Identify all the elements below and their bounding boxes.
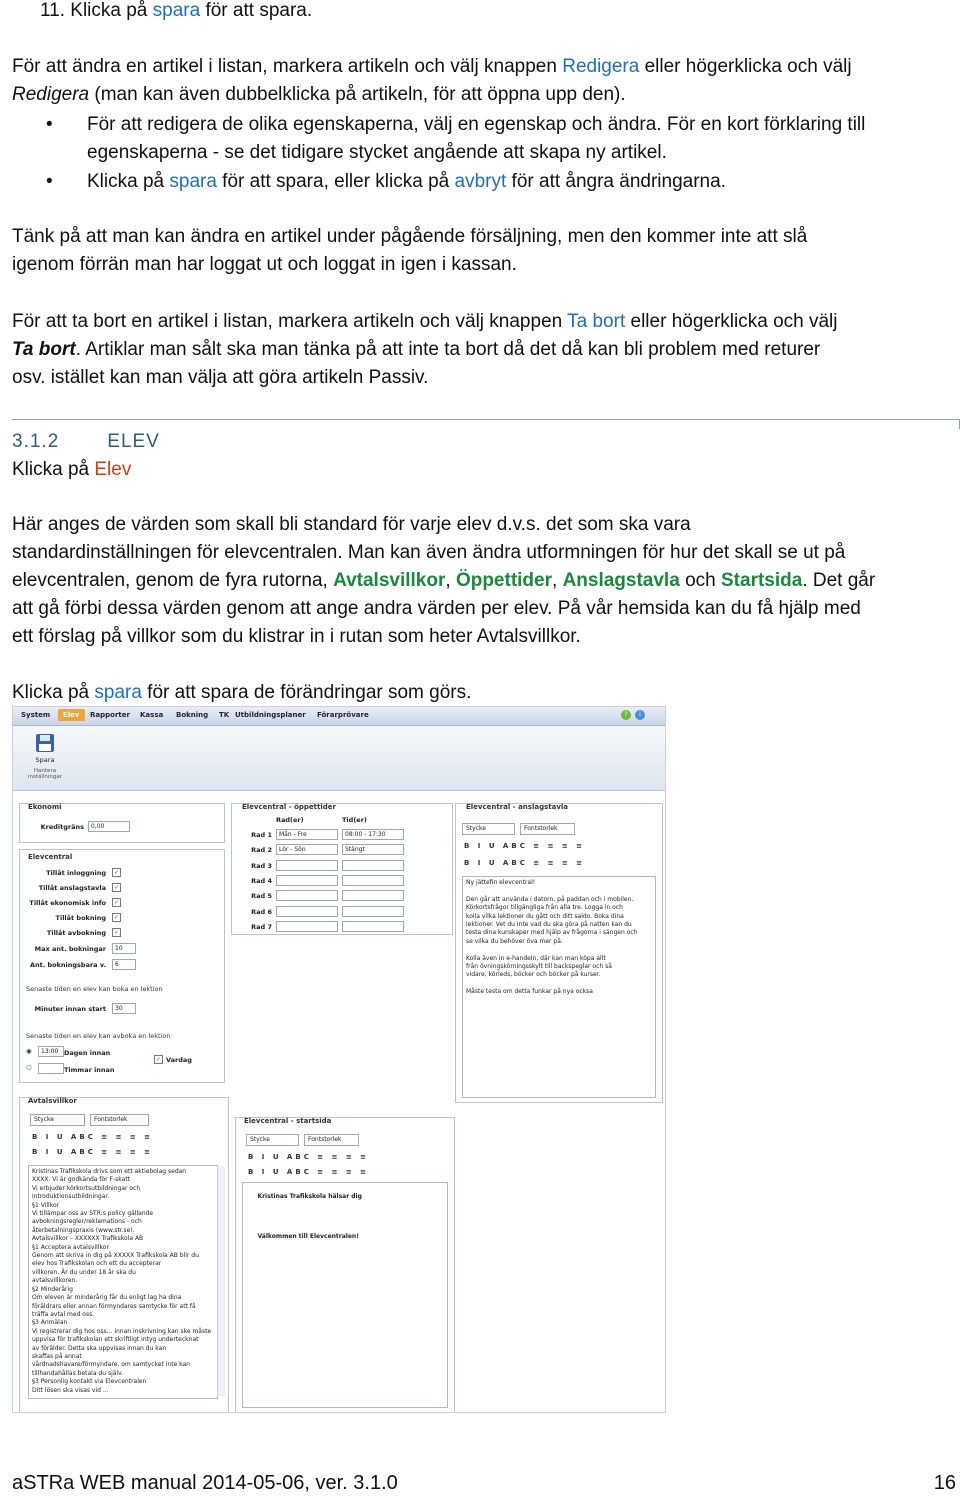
ant-bokningsbara-label: Ant. bokningsbara v. xyxy=(29,961,106,969)
menu-bokning[interactable]: Bokning xyxy=(176,711,209,719)
spara-link-2[interactable]: spara xyxy=(169,171,217,192)
oppettider-row-label: Rad 7 xyxy=(251,922,272,931)
think-paragraph: Tänk på att man kan ändra en artikel under pågående försäljning, men den kommer inte att slå igenom förrän man har loggat ut och loggat in igen i kassan. xyxy=(12,226,808,275)
minuter-label: Minuter innan start xyxy=(34,1005,106,1013)
menu-system[interactable]: System xyxy=(21,711,51,719)
oppettider-day-input[interactable] xyxy=(276,875,338,886)
avtal-fontsize-select[interactable]: Fontstorlek xyxy=(90,1114,149,1126)
checkbox-bokning[interactable]: ✓ xyxy=(113,914,120,921)
page-footer xyxy=(12,1472,956,1495)
menu-forarprovare[interactable]: Förarprövare xyxy=(317,711,369,719)
format-toolbar-row2[interactable]: B I U ABC ≡ ≡ ≡ ≡ xyxy=(464,859,586,867)
oppettider-day-input[interactable] xyxy=(276,860,338,871)
oppettider-time-input[interactable]: Stängt xyxy=(342,844,404,855)
startsida-title: Elevcentral - startsida xyxy=(244,1117,332,1125)
delete-paragraph: För att ta bort en artikel i listan, markera artikeln och välj knappen Ta bort eller högerklicka och välj Ta bort. Artiklar man sålt ska man tänka på att inte ta bort då det då kan bli problem med returer osv. istället kan man välja att göra artikeln Passiv. xyxy=(12,311,838,388)
bullet-save-or-cancel: • Klicka på spara för att spara, eller klicka på avbryt för att ångra ändringarna. xyxy=(46,168,936,196)
oppettider-title: Elevcentral - öppettider xyxy=(242,803,336,811)
checkbox-inloggning[interactable]: ✓ xyxy=(113,869,120,876)
step-11: 11. Klicka på spara för att spara. xyxy=(40,0,313,21)
timmar-input[interactable] xyxy=(38,1063,64,1074)
minuter-input[interactable]: 30 xyxy=(112,1003,136,1014)
col-tid: Tid(er) xyxy=(342,816,367,824)
elevcentral-title: Elevcentral xyxy=(28,853,73,861)
startsida-welcome: Välkommen till Elevcentralen! xyxy=(257,1232,359,1240)
save-paragraph: Klicka på spara för att spara de förändringar som görs. xyxy=(12,682,472,703)
menu-rapporter[interactable]: Rapporter xyxy=(90,711,130,719)
menu-bar xyxy=(13,707,665,726)
menu-tk[interactable]: TK xyxy=(219,711,230,719)
checkbox-vardag[interactable]: ✓ xyxy=(155,1056,162,1063)
check-label-anslagstavla: Tillåt anslagstavla xyxy=(38,884,106,892)
senaste-bok-text: Senaste tiden en elev kan boka en lektion xyxy=(26,985,163,993)
spara-link-3[interactable]: spara xyxy=(94,682,142,703)
kreditgrans-label: Kreditgräns xyxy=(40,823,84,831)
oppettider-row-label: Rad 2 xyxy=(251,846,272,855)
start-format-toolbar[interactable]: B I U ABC ≡ ≡ ≡ ≡ xyxy=(248,1153,370,1161)
avtal-format-toolbar-row2[interactable]: B I U ABC ≡ ≡ ≡ ≡ xyxy=(32,1148,154,1156)
avtalsvillkor-panel xyxy=(19,1097,229,1413)
checkbox-avbokning[interactable]: ✓ xyxy=(113,929,120,936)
checkbox-ekonomisk-info[interactable]: ✓ xyxy=(113,899,120,906)
anslagstavla-title: Elevcentral - anslagstavla xyxy=(466,803,569,811)
elev-link[interactable]: Elev xyxy=(94,459,132,480)
oppettider-row-label: Rad 6 xyxy=(251,907,272,916)
startsida-link[interactable]: Startsida xyxy=(721,570,803,591)
radio-dagen-innan[interactable]: ◉ xyxy=(26,1047,32,1055)
oppettider-row-label: Rad 1 xyxy=(251,831,272,839)
avtalsvillkor-link[interactable]: Avtalsvillkor xyxy=(333,570,446,591)
avbryt-link[interactable]: avbryt xyxy=(454,171,507,192)
max-bokningar-input[interactable]: 10 xyxy=(112,943,136,954)
col-rad: Rad(er) xyxy=(276,816,304,824)
elevcentral-panel xyxy=(19,849,225,1083)
menu-utbildningsplaner[interactable]: Utbildningsplaner xyxy=(235,711,306,719)
oppettider-link[interactable]: Öppettider xyxy=(455,570,552,591)
dagen-innan-label: Dagen innan xyxy=(64,1049,111,1057)
radio-timmar-innan[interactable]: ○ xyxy=(26,1063,32,1071)
oppettider-time-input[interactable] xyxy=(342,890,404,901)
user-badge-icon[interactable]: i xyxy=(635,710,645,720)
oppettider-time-input[interactable] xyxy=(342,921,404,932)
avtal-style-select[interactable]: Stycke xyxy=(30,1114,85,1126)
page-number: 16 xyxy=(933,1472,956,1494)
ekonomi-panel xyxy=(19,803,225,843)
avtal-scrollbar[interactable] xyxy=(217,1166,225,1396)
oppettider-row-label: Rad 3 xyxy=(251,861,272,870)
spara-link[interactable]: spara xyxy=(152,0,201,21)
section-rule xyxy=(12,419,960,420)
ant-bokningsbara-input[interactable]: 6 xyxy=(112,959,136,970)
start-style-select[interactable]: Stycke xyxy=(246,1134,299,1146)
edit-paragraph: För att ändra en artikel i listan, markera artikeln och välj knappen Redigera eller högerklicka och välj Redigera (man kan även dubbelklicka på artikeln, för att öppna upp den). xyxy=(12,56,852,105)
ribbon xyxy=(13,726,665,791)
check-label-ekonomisk-info: Tillåt ekonomisk info xyxy=(29,899,106,907)
menu-kassa[interactable]: Kassa xyxy=(140,711,164,719)
spara-button[interactable]: Spara Hantera inställningar xyxy=(27,732,63,780)
oppettider-day-input[interactable]: Lör - Sön xyxy=(276,844,338,855)
oppettider-panel xyxy=(231,803,453,935)
ekonomi-title: Ekonomi xyxy=(28,803,62,811)
app-screenshot xyxy=(12,706,666,1413)
help-badge-icon[interactable]: ? xyxy=(621,710,631,720)
oppettider-day-input[interactable] xyxy=(276,906,338,917)
start-fontsize-select[interactable]: Fontstorlek xyxy=(304,1134,359,1146)
checkbox-anslagstavla[interactable]: ✓ xyxy=(113,884,120,891)
senaste-avbok-text: Senaste tiden en elev kan avboka en lektion xyxy=(26,1032,171,1040)
style-select[interactable]: Stycke xyxy=(462,823,515,835)
startsida-editor[interactable] xyxy=(242,1182,448,1408)
click-elev: Klicka på Elev xyxy=(12,459,132,480)
oppettider-day-input[interactable]: Mån - Fre xyxy=(276,829,338,840)
check-label-avbokning: Tillåt avbokning xyxy=(46,929,106,937)
footer-title: aSTRa WEB manual 2014-05-06, ver. 3.1.0 xyxy=(12,1472,398,1494)
fontsize-select[interactable]: Fontstorlek xyxy=(520,823,575,835)
timmar-innan-label: Timmar innan xyxy=(64,1066,115,1074)
oppettider-time-input[interactable] xyxy=(342,875,404,886)
anslagstavla-editor[interactable]: Ny jättefin elevcentral! Den går att använda i datorn, på paddan och i mobilen. Körkortsfrågor tillgängliga från alla tre. Logga in och kolla vilka lektioner du gått och ditt saldo. Boka dina lektioner. Vet du inte vad du ska göra på natten kan du testa dina kunskaper med hjälp av frågorna i sängen och se vilka du behöver öva mer på. Kolla även in e-handeln, där kan man köpa allt från övningskörningsskylt till backspeglar och så vidare, körleds, böcker och böcker på kurser. Måste testa om detta funkar på nya ocksa xyxy=(462,876,656,1098)
redigera-link[interactable]: Redigera xyxy=(562,56,640,77)
elev-paragraph: Här anges de värden som skall bli standard för varje elev d.v.s. det som ska vara standardinställningen för elevcentralen. Man kan även ändra utformningen för hur det skall se ut på elevcentralen, genom de fyra rutorna, Avtalsvillkor, Öppettider, Anslagstavla och Startsida. Det går att gå förbi dessa värden genom att ange andra värden per elev. På vår hemsida kan du få hjälp med ett förslag på villkor som du klistrar in i rutan som heter Avtalsvillkor. xyxy=(12,514,876,647)
startsida-greeting: Kristinas Trafikskola hälsar dig xyxy=(257,1193,362,1201)
oppettider-row-label: Rad 5 xyxy=(251,892,272,901)
section-heading: 3.1.2 ELEV xyxy=(12,431,160,452)
ta-bort-link[interactable]: Ta bort xyxy=(567,311,626,332)
anslagstavla-link[interactable]: Anslagstavla xyxy=(562,570,680,591)
oppettider-day-input[interactable] xyxy=(276,921,338,932)
oppettider-time-input[interactable]: 08:00 - 17:30 xyxy=(342,829,404,840)
oppettider-time-input[interactable] xyxy=(342,906,404,917)
oppettider-day-input[interactable] xyxy=(276,890,338,901)
floppy-disk-icon xyxy=(34,732,56,754)
bullet-edit-properties: • För att redigera de olika egenskaperna, välj en egenskap och ändra. För en kort förklaring till egenskaperna - se det tidigare stycket angående att skapa ny artikel. xyxy=(46,111,936,167)
oppettider-time-input[interactable] xyxy=(342,860,404,871)
oppettider-row-label: Rad 4 xyxy=(251,876,272,885)
kreditgrans-input[interactable]: 0,00 xyxy=(88,821,130,832)
startsida-panel xyxy=(235,1117,455,1413)
avtalsvillkor-editor[interactable]: Kristinas Trafikskola drivs som ett aktiebolag sedan XXXX. Vi är godkända för F-skatt Vi erbjuder körkortsutbildningar och introduktionsutbildningar. §1 Villkor Vi tillämpar oss av STR:s policy gällande avbokningsregler/reklamations - och återbetalningspraxis (www.str.se). Avtalsvillkor – XXXXXX Trafikskola AB §1 Acceptera avtalsvillkor Genom att skriva in dig på XXXXX Trafikskola AB blir du elev hos Trafikskolan och ett du accepterar villkoren. Är du under 18 år ska du avtalsvillkoren. §2 Minderårig Om eleven är minderårig får du enligt lag ha dina föräldrars eller annan förmyndares samtycke för att få träffa avtal med oss. §3 Anmälan Vi registrerar dig hos oss... innan inskrivning kan ske måste uppvisa för trafikskolan ett skriftligt intyg undertecknat av förälder. Detta ska uppvisas innan du kan skaffas på annat vårdnadshavare/förmyndare, om samtycket inte kan tillhandahållas betala du själv. §3 Personlig kontakt via Elevcentralen Ditt lösen ska visas vid ... xyxy=(28,1165,218,1399)
avtal-format-toolbar[interactable]: B I U ABC ≡ ≡ ≡ ≡ xyxy=(32,1133,154,1141)
vardag-label: Vardag xyxy=(166,1056,192,1064)
avtalsvillkor-title: Avtalsvillkor xyxy=(28,1097,77,1105)
check-label-inloggning: Tillåt inloggning xyxy=(46,869,106,877)
anslagstavla-panel xyxy=(455,803,663,1103)
max-bokningar-label: Max ant. bokningar xyxy=(34,945,106,953)
start-format-toolbar-row2[interactable]: B I U ABC ≡ ≡ ≡ ≡ xyxy=(248,1168,370,1176)
check-label-bokning: Tillåt bokning xyxy=(55,914,106,922)
menu-elev[interactable]: Elev xyxy=(58,709,85,721)
dagen-time-input[interactable]: 13:00 xyxy=(38,1046,64,1057)
format-toolbar[interactable]: B I U ABC ≡ ≡ ≡ ≡ xyxy=(464,842,586,850)
